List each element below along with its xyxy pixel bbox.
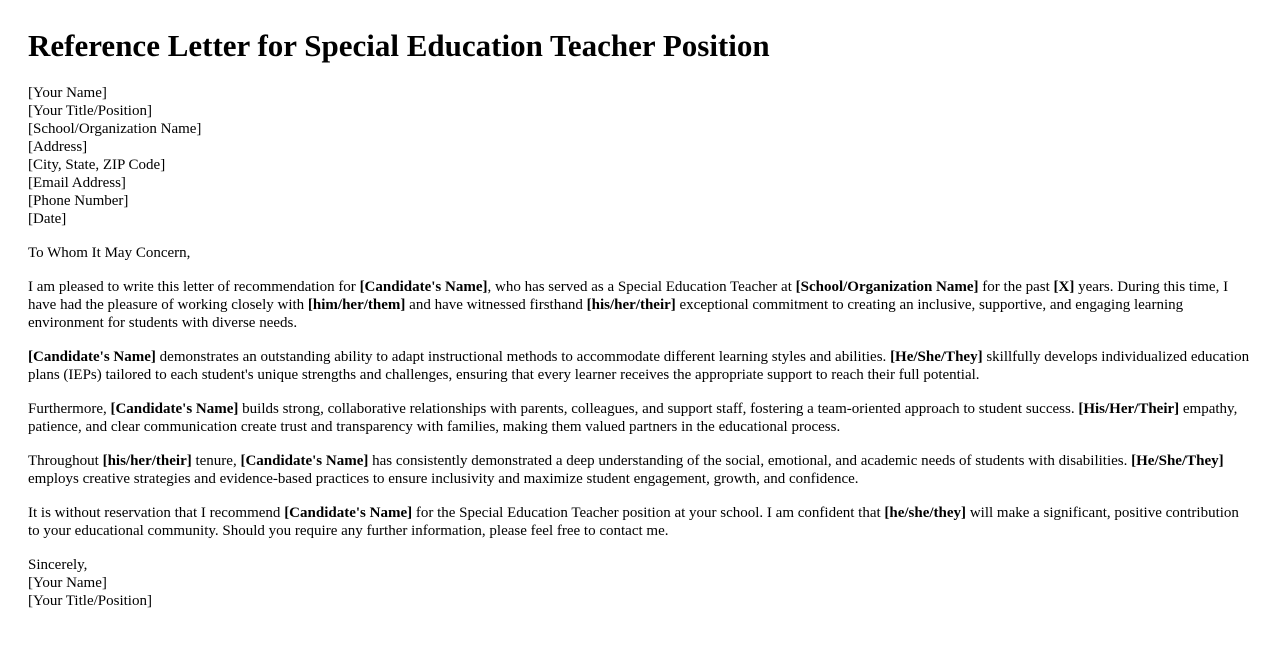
sender-line: [Your Name]: [28, 85, 107, 101]
closing-signature-name: [Your Name]: [28, 575, 107, 591]
placeholder-field: [he/she/they]: [884, 505, 967, 521]
sender-line: [School/Organization Name]: [28, 121, 202, 137]
sender-line: [City, State, ZIP Code]: [28, 157, 166, 173]
paragraph-text: employs creative strategies and evidence-based practices to ensure inclusivity and maximize student engagement, growth, and confidence.: [28, 471, 859, 487]
paragraph-text: tenure,: [191, 453, 241, 469]
sender-line: [Your Title/Position]: [28, 103, 152, 119]
sender-address-block: [28, 84, 1250, 228]
sender-line: [Date]: [28, 211, 67, 227]
paragraph-text: skillfully develops individualized education plans (IEPs) tailored to each student's unique strengths and challenges, ensuring that every learner receives the appropriate support to reach their full potential.: [28, 349, 1250, 383]
body-paragraph: [28, 452, 1250, 488]
placeholder-field: [Candidate's Name]: [28, 349, 156, 365]
placeholder-field: [Candidate's Name]: [284, 505, 413, 521]
paragraph-text: demonstrates an outstanding ability to adapt instructional methods to accommodate different learning styles and abilities.: [155, 349, 891, 365]
paragraph-text: for the past: [978, 279, 1054, 295]
body-paragraph: [28, 278, 1250, 332]
paragraph-text: builds strong, collaborative relationships with parents, colleagues, and support staff, fostering a team-oriented approach to student success.: [238, 401, 1079, 417]
placeholder-field: [his/her/their]: [102, 453, 192, 469]
paragraph-text: Throughout: [28, 453, 103, 469]
placeholder-field: [He/She/They]: [1131, 453, 1224, 469]
closing-block: [28, 556, 1250, 610]
placeholder-field: [Candidate's Name]: [110, 401, 239, 417]
paragraph-text: exceptional commitment to creating an inclusive, supportive, and engaging learning environment for students with diverse needs.: [28, 297, 1184, 331]
placeholder-field: [him/her/them]: [307, 297, 406, 313]
placeholder-field: [X]: [1053, 279, 1075, 295]
paragraph-text: years. During this time, I have had the pleasure of working closely with: [28, 279, 1229, 313]
page-title: Reference Letter for Special Education Teacher Position: [28, 28, 770, 63]
paragraph-text: has consistently demonstrated a deep understanding of the social, emotional, and academic needs of students with disabilities.: [368, 453, 1132, 469]
placeholder-field: [School/Organization Name]: [795, 279, 979, 295]
paragraph-text: I am pleased to write this letter of recommendation for: [28, 279, 360, 295]
sender-line: [Email Address]: [28, 175, 126, 191]
body-paragraph: [28, 348, 1250, 384]
paragraph-text: It is without reservation that I recommend: [28, 505, 285, 521]
body-paragraph: [28, 504, 1250, 540]
salutation: To Whom It May Concern,: [28, 245, 191, 261]
placeholder-field: [his/her/their]: [586, 297, 676, 313]
paragraph-text: empathy, patience, and clear communication create trust and transparency with families, making them valued partners in the educational process.: [28, 401, 1238, 435]
paragraph-text: will make a significant, positive contribution to your educational community. Should you require any further information, please feel free to contact me.: [28, 505, 1239, 539]
paragraph-text: for the Special Education Teacher position at your school. I am confident that: [412, 505, 885, 521]
placeholder-field: [Candidate's Name]: [359, 279, 488, 295]
sender-line: [Address]: [28, 139, 88, 155]
body-paragraph: [28, 400, 1250, 436]
paragraph-text: and have witnessed firsthand: [405, 297, 587, 313]
paragraph-text: Furthermore,: [28, 401, 111, 417]
placeholder-field: [His/Her/Their]: [1078, 401, 1180, 417]
placeholder-field: [Candidate's Name]: [240, 453, 369, 469]
placeholder-field: [He/She/They]: [890, 349, 983, 365]
paragraph-text: , who has served as a Special Education Teacher at: [487, 279, 796, 295]
closing-line: Sincerely,: [28, 557, 88, 573]
sender-line: [Phone Number]: [28, 193, 129, 209]
closing-signature-title: [Your Title/Position]: [28, 593, 152, 609]
